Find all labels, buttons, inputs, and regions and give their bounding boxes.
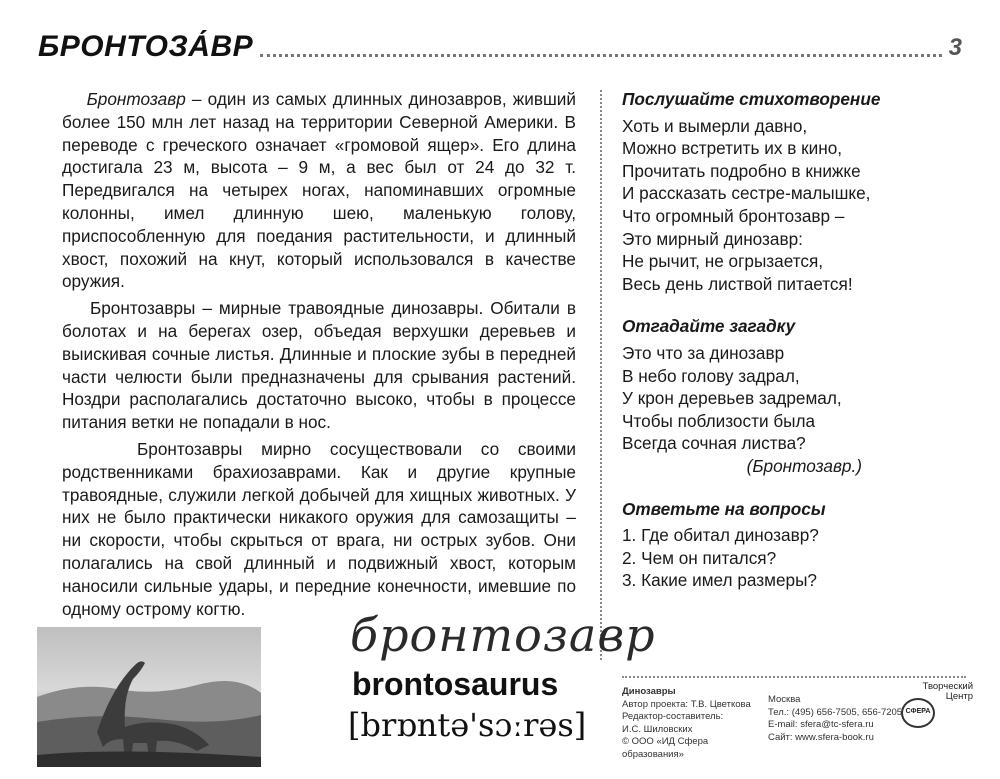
article-paragraph-1	[62, 88, 576, 293]
article-paragraph-1-text: – один из самых длинных динозавров, живший более 150 млн лет назад на территории Северной Америки. В переводе с греческого означает «громовой ящер». Его длина достигала 23 м, высота – 9 м, а вес был от 24 до 32 т. Передвигался на четырех ногах, напоминавших огромные колонны, имел длинную шею, маленькую голову, приспособленную для поедания растительности, и длинный хвост, похожий на кнут, который использовался в качестве оружия.	[62, 89, 576, 292]
article-paragraph-3-text: Бронтозавры мирно сосуществовали со своими родственниками брахиозаврами. Как и другие крупные травоядные, служили легкой добычей для хищных животных. У них не было практически никакого оружия для самозащиты – ни скорости, чтобы скрыться от врага, ни острых зубов. Они полагались на свой длинный и подвижный хвост, которым наносили сильные удары, и передние конечности, имевшие по одному острому когтю.	[62, 438, 576, 619]
question-item: 2. Чем он питался?	[622, 547, 777, 568]
logo-line-2: Центр	[945, 691, 973, 702]
logo-name: СФЕРА	[905, 708, 931, 715]
question-item: 3. Какие имел размеры?	[622, 570, 817, 591]
riddle-line: Всегда сочная листва?	[622, 433, 806, 454]
riddle-line: У крон деревьев задремал,	[622, 388, 842, 409]
riddle-line: В небо голову задрал,	[622, 365, 800, 386]
brontosaurus-photo	[37, 627, 261, 767]
article-lead-term: Бронтозавр	[86, 89, 186, 109]
phone: Тел.: (495) 656-7505, 656-7205	[768, 706, 903, 718]
email: E-mail: sfera@tc-sfera.ru	[768, 719, 874, 731]
website: Сайт: www.sfera-book.ru	[768, 731, 874, 743]
column-divider	[600, 90, 602, 660]
questions-section	[622, 498, 982, 592]
author-credit: Автор проекта: Т.В. Цветкова	[622, 698, 751, 710]
question-item: 1. Где обитал динозавр?	[622, 525, 819, 546]
poem-section	[622, 88, 982, 295]
page-number: 3	[948, 34, 962, 61]
riddle-line: Чтобы поблизости была	[622, 410, 816, 431]
riddle-line: Это что за динозавр	[622, 342, 785, 363]
header-dotted-rule	[260, 54, 942, 57]
poem-line: Весь день листвой питается!	[622, 273, 853, 294]
article-paragraph-2	[62, 297, 576, 434]
editor-label: Редактор-составитель:	[622, 711, 724, 723]
word-cursive: бронтозавр	[350, 608, 656, 662]
poem-heading: Послушайте стихотворение	[622, 89, 881, 109]
copyright: © ООО «ИД Сфера образования»	[622, 736, 709, 760]
footer-dotted-rule	[622, 676, 966, 678]
article-text	[62, 88, 576, 624]
riddle-heading: Отгадайте загадку	[622, 316, 796, 337]
brontosaurus-illustration	[37, 627, 261, 767]
riddle-section	[622, 315, 982, 477]
poem-line: И рассказать сестре-малышке,	[622, 183, 871, 204]
page-title: БРОНТОЗА́ВР	[38, 30, 254, 63]
editor-name: И.С. Шиловских	[622, 723, 693, 735]
side-column	[622, 88, 982, 612]
word-transcription: [brɒntə'sɔːrəs]	[348, 706, 587, 744]
page-header	[38, 30, 968, 70]
poem-line: Можно встретить их в кино,	[622, 138, 843, 159]
poem-line: Прочитать подробно в книжке	[622, 160, 861, 181]
city: Москва	[768, 694, 801, 705]
riddle-answer: (Бронтозавр.)	[746, 455, 862, 476]
word-latin: brontosaurus	[352, 666, 559, 702]
article-paragraph-3	[62, 438, 576, 620]
publisher-credits	[622, 686, 762, 762]
logo-caption	[921, 682, 973, 702]
poem-line: Не рычит, не огрызается,	[622, 251, 824, 272]
series-name: Динозавры	[622, 686, 676, 697]
poem-line: Хоть и вымерли давно,	[622, 115, 808, 136]
logo-line-1: Творческий	[922, 681, 973, 692]
poem-line: Это мирный динозавр:	[622, 228, 803, 249]
questions-heading: Ответьте на вопросы	[622, 498, 826, 519]
article-paragraph-2-text: Бронтозавры – мирные травоядные динозавры. Обитали в болотах и на берегах озер, объедая верхушки деревьев и выискивая сочные листья. Длинные и плоские зубы в передней части челюсти были предназначены для срывания растений. Ноздри располагались достаточно высоко, чтобы в процессе питания ветки не попадали в нос.	[62, 298, 576, 433]
publisher-logo	[895, 680, 975, 730]
poem-line: Что огромный бронтозавр –	[622, 205, 845, 226]
